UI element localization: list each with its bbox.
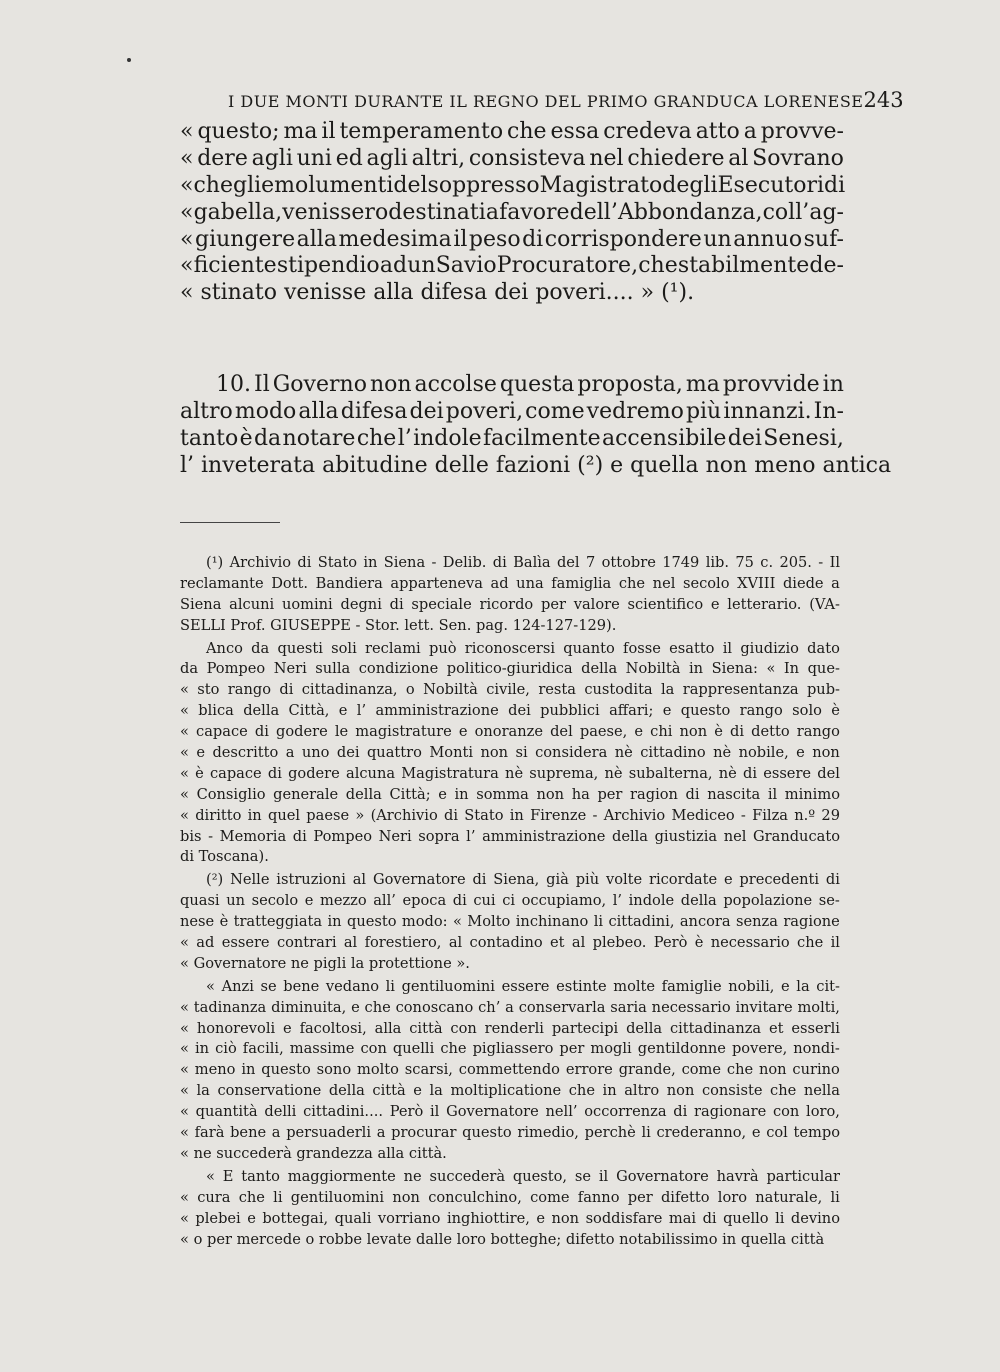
footnote-line: « è capace di godere alcuna Magistratura nè suprema, nè subalterna, nè di essere del	[180, 764, 840, 782]
footnote-line: SELLI Prof. GIUSEPPE - Stor. lett. Sen. pag. 124-127-129).	[180, 616, 617, 634]
footnote-line: « sto rango di cittadinanza, o Nobiltà civile, resta custodita la rappresentanza pub-	[180, 681, 840, 699]
footnote-line: nese è tratteggiata in questo modo: « Molto inchinano li cittadini, ancora senza ragione	[180, 913, 840, 931]
quote-line: « ficiente stipendio ad un Savio Procuratore, che stabilmente de-	[180, 253, 844, 279]
quote-line: « gabella, venissero destinati a favore dell’ Abbondanza, coll’ ag-	[180, 199, 844, 225]
footnote-line: « E tanto maggiormente ne succederà questo, se il Governatore havrà particular	[206, 1167, 840, 1185]
footnote-line: « farà bene a persuaderli a procurar questo rimedio, perchè li crederanno, e col tempo	[180, 1124, 840, 1142]
paragraph-line: tanto è da notare che l’ indole facilmente accensibile dei Senesi,	[180, 425, 844, 451]
footnote-line: da Pompeo Neri sulla condizione politico-giuridica della Nobiltà in Siena: « In que-	[180, 660, 840, 678]
footnote-line: « diritto in quel paese » (Archivio di Stato in Firenze - Archivio Mediceo - Filza n.º 29	[180, 806, 840, 824]
paragraph-line: altro modo alla difesa dei poveri, come vedremo più innanzi. In-	[180, 398, 844, 424]
footnote-line: Anco da questi soli reclami può riconoscersi quanto fosse esatto il giudizio dato	[206, 639, 840, 657]
quoted-passage	[180, 119, 844, 307]
page-number: 243	[863, 88, 904, 112]
footnote-line: Siena alcuni uomini degni di speciale ricordo per valore scientifico e letterario. (VA-	[180, 595, 840, 613]
running-head-title: I DUE MONTI DURANTE IL REGNO DEL PRIMO GRANDUCA LORENESE	[228, 92, 864, 111]
footnote-rule	[180, 522, 280, 523]
footnote-line: « honorevoli e facoltosi, alla città con renderli partecipi della cittadinanza et esserli	[180, 1019, 840, 1037]
footnotes	[180, 553, 840, 1250]
footnote-line: « ne succederà grandezza alla città.	[180, 1144, 447, 1162]
footnote-line: « cura che li gentiluomini non conculchino, come fanno per difetto loro naturale, li	[180, 1188, 840, 1206]
footnote-line: « Consiglio generale della Città; e in somma non ha per ragion di nascita il minimo	[180, 785, 840, 803]
footnote-line: « ad essere contrari al forestiero, al contadino et al plebeo. Però è necessario che il	[180, 934, 840, 952]
footnote-line: « tadinanza diminuita, e che conoscano ch’ a conservarla saria necessario invitare molti,	[180, 998, 840, 1016]
paragraph-line: l’ inveterata abitudine delle fazioni (²) e quella non meno antica	[180, 452, 892, 478]
paragraph-line: 10. Il Governo non accolse questa proposta, ma provvide in	[216, 372, 844, 397]
footnote-line: « Anzi se bene vedano li gentiluomini essere estinte molte famiglie nobili, e la cit-	[206, 977, 840, 995]
footnote-line: di Toscana).	[180, 848, 269, 866]
footnote-line: « e descritto a uno dei quattro Monti non si considera nè cittadino nè nobile, e non	[180, 744, 840, 762]
quote-line: « che gli emolumenti del soppresso Magistrato degli Esecutori di	[180, 172, 846, 198]
footnote-line: « meno in questo sono molto scarsi, commettendo errore grande, come che non curino	[180, 1061, 840, 1079]
footnote-line: « blica della Città, e l’ amministrazione dei pubblici affari; e questo rango solo è	[180, 702, 840, 720]
footnote-line: bis - Memoria di Pompeo Neri sopra l’ amministrazione della giustizia nel Granducato	[180, 827, 840, 845]
footnote-line: (²) Nelle istruzioni al Governatore di Siena, già più volte ricordate e precedenti di	[206, 871, 840, 889]
quote-line: « dere agli uni ed agli altri, consisteva nel chiedere al Sovrano	[180, 145, 844, 171]
main-paragraph	[180, 372, 892, 480]
footnote-line: « o per mercede o robbe levate dalle loro botteghe; difetto notabilissimo in quella città	[180, 1230, 825, 1248]
quote-line: « stinato venisse alla difesa dei poveri.... » (¹).	[180, 280, 695, 306]
quote-line: « giungere alla medesima il peso di corrispondere un annuo suf-	[180, 226, 844, 252]
footnote-line: reclamante Dott. Bandiera apparteneva ad una famiglia che nel secolo XVIII diede a	[180, 574, 840, 592]
footnote-line: « Governatore ne pigli la protettione ».	[180, 954, 470, 972]
footnote-line: « capace di godere le magistrature e onoranze del paese, e chi non è di detto rango	[180, 723, 840, 741]
footnote-line: « quantità delli cittadini.... Però il Governatore nell’ occorrenza di ragionare con loro,	[180, 1103, 840, 1121]
quote-line: « questo; ma il temperamento che essa credeva atto a provve-	[180, 119, 844, 144]
footnote-line: (¹) Archivio di Stato in Siena - Delib. di Balìa del 7 ottobre 1749 lib. 75 c. 205. - Il	[206, 554, 840, 571]
footnote-line: « in ciò facili, massime con quelli che pigliassero per mogli gentildonne povere, nondi-	[180, 1040, 840, 1058]
ink-speck	[127, 58, 131, 62]
footnote-line: quasi un secolo e mezzo all’ epoca di cui ci occupiamo, l’ indole della popolazione se-	[180, 892, 840, 910]
running-head	[228, 88, 904, 112]
footnote-line: « la conservatione della città e la moltiplicatione che in altro non consiste che nella	[180, 1082, 840, 1100]
footnote-line: « plebei e bottegai, quali vorriano inghiottire, e non soddisfare mai di quello li devino	[180, 1209, 840, 1227]
